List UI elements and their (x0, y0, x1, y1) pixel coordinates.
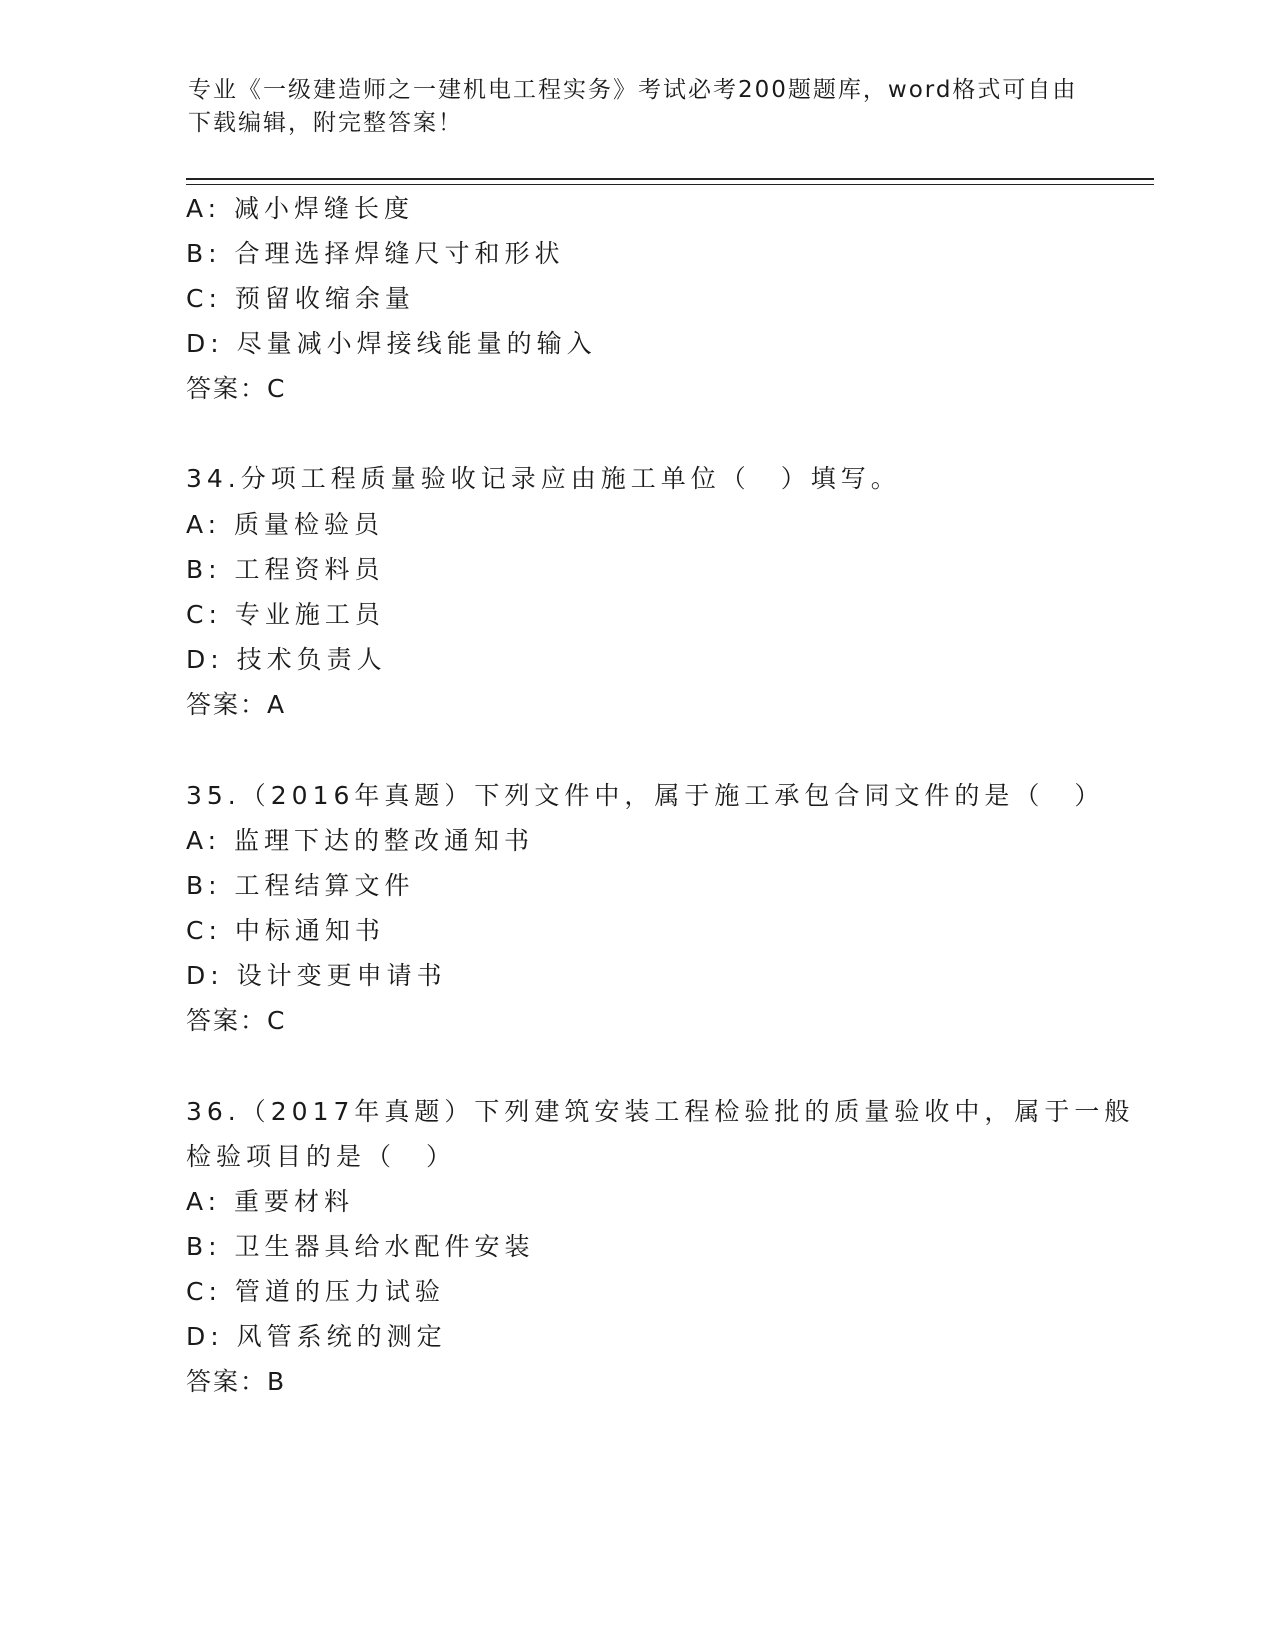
q34-answer: 答案：A (186, 690, 287, 719)
q36-option-b: B: 卫生器具给水配件安装 (186, 1232, 535, 1261)
q34-option-c: C: 专业施工员 (186, 600, 385, 629)
q35-answer: 答案：C (186, 1006, 287, 1035)
q35-option-d: D: 设计变更申请书 (186, 961, 447, 990)
q35-question: 35.（2016年真题）下列文件中，属于施工承包合同文件的是（ ） (186, 781, 1105, 810)
q36-option-d: D: 风管系统的测定 (186, 1322, 447, 1351)
q34-option-d: D: 技术负责人 (186, 645, 387, 674)
q36-question-line-2: 检验项目的是（ ） (186, 1142, 457, 1171)
q33-option-b: B: 合理选择焊缝尺寸和形状 (186, 239, 565, 268)
q35-option-c: C: 中标通知书 (186, 916, 385, 945)
q34-option-a: A: 质量检验员 (186, 510, 385, 539)
q36-option-a: A: 重要材料 (186, 1187, 355, 1216)
header-line-2: 下载编辑，附完整答案！ (188, 110, 463, 136)
q35-option-a: A: 监理下达的整改通知书 (186, 826, 535, 855)
q33-option-a: A: 减小焊缝长度 (186, 194, 415, 223)
header-line-1: 专业《一级建造师之一建机电工程实务》考试必考200题题库，word格式可自由 (188, 77, 1078, 103)
q33-answer: 答案：C (186, 374, 287, 403)
q36-option-c: C: 管道的压力试验 (186, 1277, 445, 1306)
q33-option-d: D: 尽量减小焊接线能量的输入 (186, 329, 597, 358)
q33-option-c: C: 预留收缩余量 (186, 284, 415, 313)
document-header (188, 74, 1088, 140)
header-divider-thin (186, 184, 1154, 185)
q36-question-line-1: 36.（2017年真题）下列建筑安装工程检验批的质量验收中，属于一般 (186, 1097, 1135, 1126)
q34-option-b: B: 工程资料员 (186, 555, 385, 584)
q35-option-b: B: 工程结算文件 (186, 871, 415, 900)
header-divider-thick (186, 178, 1154, 180)
q34-question: 34.分项工程质量验收记录应由施工单位（ ）填写。 (186, 464, 901, 493)
q36-answer: 答案：B (186, 1367, 287, 1396)
